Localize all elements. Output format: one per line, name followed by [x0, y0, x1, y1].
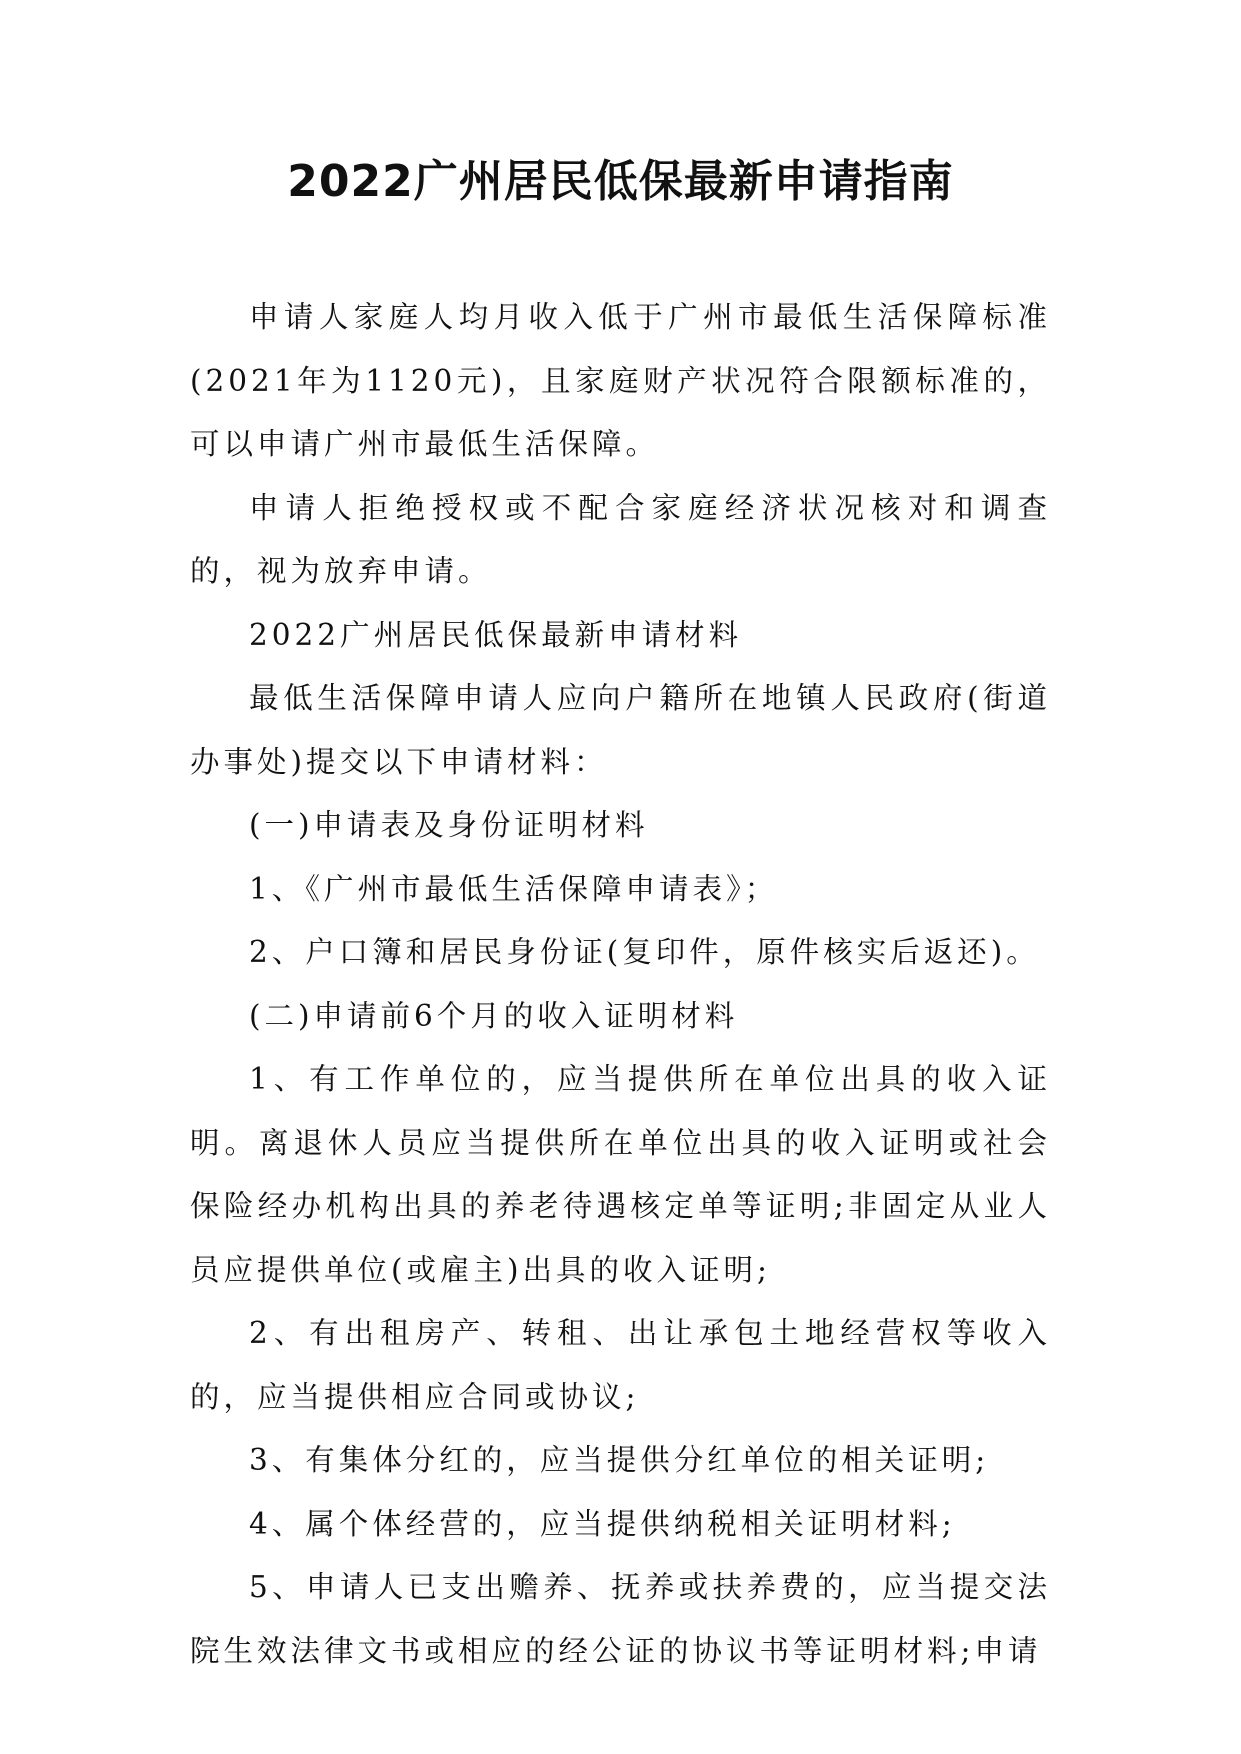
document-body [190, 286, 1051, 1683]
section-heading-income-proof: (二)申请前6个月的收入证明材料 [249, 998, 739, 1033]
paragraph-submission: 最低生活保障申请人应向户籍所在地镇人民政府(街道办事处)提交以下申请材料： [190, 681, 1051, 779]
list-item-household-id: 2、户口簿和居民身份证(复印件，原件核实后返还)。 [249, 935, 1040, 969]
paragraph-refusal: 申请人拒绝授权或不配合家庭经济状况核对和调查的，视为放弃申请。 [190, 490, 1051, 588]
list-item-rental-income: 2、有出租房产、转租、出让承包土地经营权等收入的，应当提供相应合同或协议; [190, 1316, 1051, 1414]
list-item-self-employed: 4、属个体经营的，应当提供纳税相关证明材料; [249, 1506, 956, 1541]
list-item-application-form: 1、《广州市最低生活保障申请表》； [249, 871, 779, 906]
paragraph-materials-heading: 2022广州居民低保最新申请材料 [249, 617, 743, 652]
document-title: 2022广州居民低保最新申请指南 [287, 156, 954, 207]
paragraph-eligibility: 申请人家庭人均月收入低于广州市最低生活保障标准(2021年为1120元)，且家庭财产状况符合限额标准的，可以申请广州市最低生活保障。 [190, 300, 1051, 461]
list-item-employment-income: 1、有工作单位的，应当提供所在单位出具的收入证明。离退休人员应当提供所在单位出具的收入证明或社会保险经办机构出具的养老待遇核定单等证明;非固定从业人员应提供单位(或雇主)出具的收入证明; [190, 1062, 1051, 1287]
section-heading-application-form: (一)申请表及身份证明材料 [249, 808, 649, 842]
list-item-support-payments: 5、申请人已支出赡养、抚养或扶养费的，应当提交法院生效法律文书或相应的经公证的协议书等证明材料;申请 [190, 1570, 1051, 1668]
list-item-collective-dividend: 3、有集体分红的，应当提供分红单位的相关证明; [249, 1443, 990, 1477]
